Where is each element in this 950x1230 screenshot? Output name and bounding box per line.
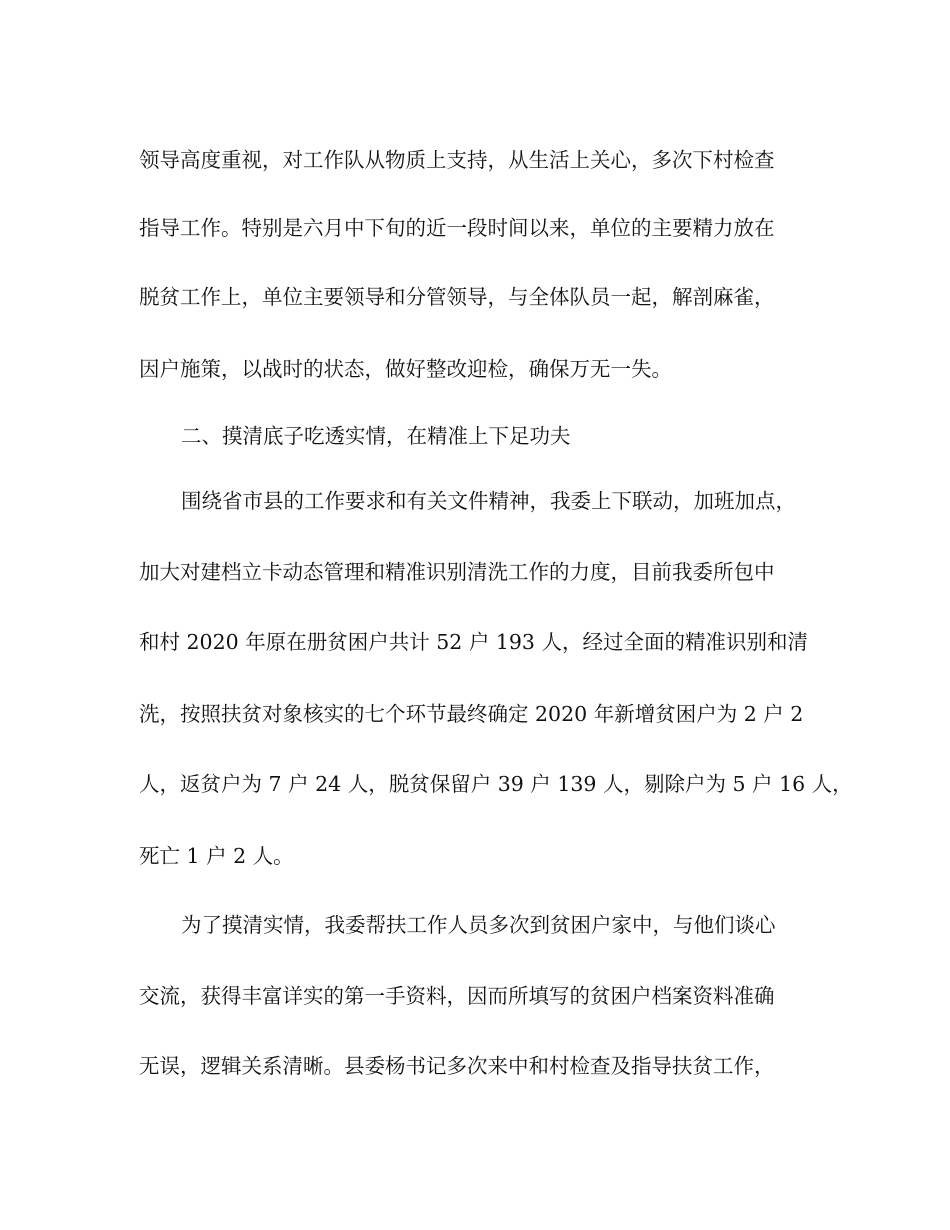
text-line: 指导工作。特别是六月中下旬的近一段时间以来，单位的主要精力放在 [139,216,775,240]
text-line: 加大对建档立卡动态管理和精准识别清洗工作的力度，目前我委所包中 [139,560,775,584]
text-line: 因户施策，以战时的状态，做好整改迎检，确保万无一失。 [139,357,672,381]
text-line: 脱贫工作上，单位主要领导和分管领导，与全体队员一起，解剖麻雀， [139,285,775,309]
text-line: 交流，获得丰富详实的第一手资料，因而所填写的贫困户档案资料准确 [139,984,775,1008]
text-line: 人，返贫户为 7 户 24 人，脱贫保留户 39 户 139 人，剔除户为 5 户 16 人， [139,772,853,796]
text-line: 为了摸清实情，我委帮扶工作人员多次到贫困户家中，与他们谈心 [181,913,776,937]
text-line: 领导高度重视，对工作队从物质上支持，从生活上关心，多次下村检查 [139,148,775,172]
text-line: 死亡 1 户 2 人。 [139,844,294,868]
text-line: 无误，逻辑关系清晰。县委杨书记多次来中和村检查及指导扶贫工作， [139,1054,775,1078]
section-heading: 二、摸清底子吃透实情，在精准上下足功夫 [181,424,571,448]
text-line: 洗，按照扶贫对象核实的七个环节最终确定 2020 年新增贫困户为 2 户 2 [139,702,804,726]
text-line: 和村 2020 年原在册贫困户共计 52 户 193 人，经过全面的精准识别和清 [139,630,808,654]
text-line: 围绕省市县的工作要求和有关文件精神，我委上下联动，加班加点， [181,489,796,513]
